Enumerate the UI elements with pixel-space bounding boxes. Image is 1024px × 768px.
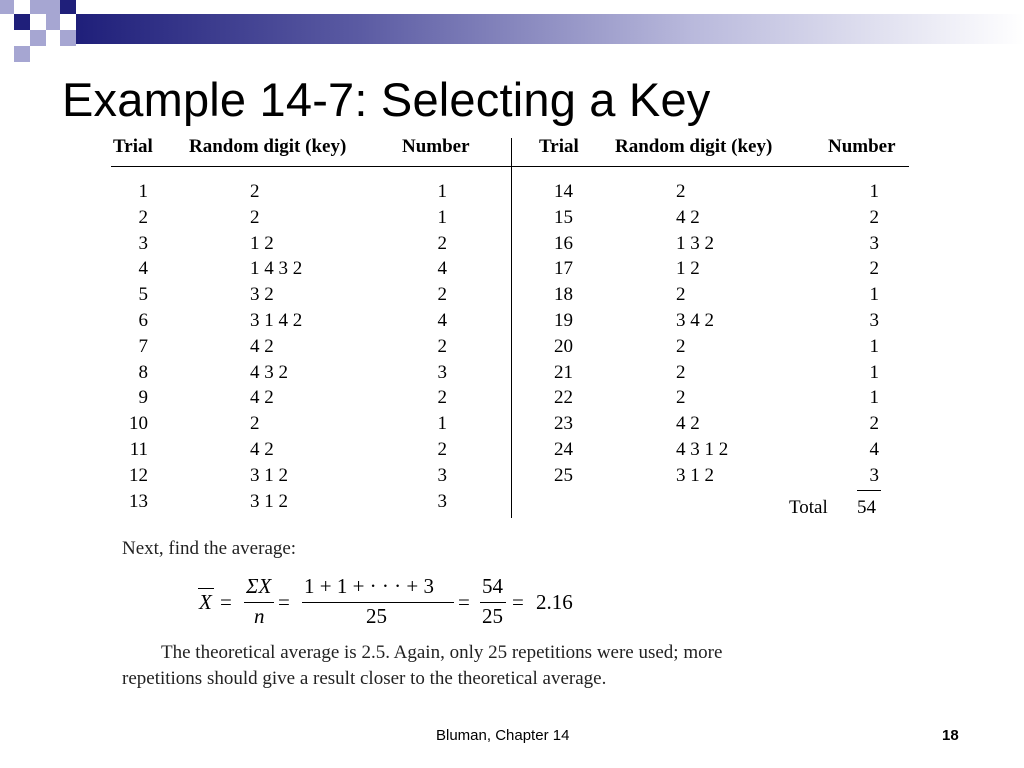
cell-number: 1 [869, 181, 879, 202]
cell-trial: 13 [129, 490, 148, 512]
cell-number: 3 [869, 310, 879, 331]
cell-number: 3 [869, 232, 879, 254]
cell-key: 2 [676, 335, 686, 357]
header-band [76, 14, 1024, 44]
header-key-left: Random digit (key) [189, 136, 347, 157]
total-value: 54 [857, 497, 876, 518]
equals-sign: = [458, 590, 470, 614]
decor-square [30, 0, 46, 14]
cell-number: 4 [437, 258, 447, 280]
cell-key: 1 2 [250, 232, 274, 254]
fraction-bar [244, 602, 274, 603]
cell-trial: 12 [129, 464, 148, 486]
cell-number: 1 [869, 335, 879, 357]
cell-key: 4 2 [676, 413, 700, 435]
cell-number: 1 [437, 413, 447, 435]
value-denominator: 25 [482, 604, 503, 628]
equals-sign: = [512, 590, 524, 614]
cell-trial: 15 [554, 206, 573, 228]
cell-key: 4 2 [250, 439, 274, 460]
cell-trial: 23 [554, 413, 573, 435]
cell-trial: 18 [554, 284, 573, 306]
value-numerator: 54 [482, 574, 503, 598]
header-trial-left: Trial [113, 136, 153, 157]
x-bar: X [199, 590, 212, 614]
cell-trial: 10 [129, 413, 148, 435]
cell-number: 1 [869, 361, 879, 383]
total-label: Total [789, 497, 828, 518]
cell-number: 1 [869, 284, 879, 306]
decor-square [46, 14, 60, 30]
cell-key: 1 2 [676, 258, 700, 280]
cell-key: 1 4 3 2 [250, 258, 303, 280]
equals-sign: = [220, 590, 232, 614]
equals-sign: = [278, 590, 290, 614]
cell-key: 4 3 1 2 [676, 439, 729, 460]
cell-number: 3 [869, 464, 879, 486]
cell-key: 3 1 2 [250, 464, 288, 486]
cell-key: 4 3 2 [250, 361, 288, 383]
cell-number: 2 [869, 206, 879, 228]
formula-result: 2.16 [536, 590, 573, 614]
cell-trial: 14 [554, 181, 573, 202]
cell-trial: 5 [138, 284, 148, 306]
header-trial-right: Trial [539, 136, 579, 157]
cell-trial: 6 [138, 310, 148, 331]
cell-number: 2 [869, 258, 879, 280]
decor-square [60, 30, 76, 46]
cell-number: 1 [437, 206, 447, 228]
cell-number: 3 [437, 490, 447, 512]
cell-key: 2 [250, 206, 260, 228]
cell-key: 2 [676, 361, 686, 383]
cell-key: 3 1 4 2 [250, 310, 303, 331]
cell-key: 2 [676, 181, 686, 202]
cell-trial: 8 [138, 361, 148, 383]
cell-trial: 3 [138, 232, 148, 254]
decor-square [0, 0, 14, 14]
cell-key: 3 2 [250, 284, 274, 306]
cell-trial: 2 [138, 206, 148, 228]
sum-numerator: ΣX [246, 574, 272, 598]
cell-key: 2 [250, 181, 260, 202]
cell-key: 4 2 [250, 335, 274, 357]
cell-number: 2 [437, 387, 447, 409]
header-key-right: Random digit (key) [615, 136, 773, 157]
cell-trial: 16 [554, 232, 573, 254]
header-number-left: Number [402, 136, 470, 157]
cell-trial: 21 [554, 361, 573, 383]
conclusion-line-2: repetitions should give a result closer to the theoretical average. [122, 668, 607, 689]
conclusion-line-1: The theoretical average is 2.5. Again, only 25 repetitions were used; more [161, 642, 723, 663]
cell-number: 2 [437, 335, 447, 357]
cell-trial: 20 [554, 335, 573, 357]
cell-number: 1 [437, 181, 447, 202]
average-formula [196, 572, 596, 632]
cell-key: 2 [676, 387, 686, 409]
decor-square [46, 0, 60, 14]
cell-trial: 19 [554, 310, 573, 331]
intro-text: Next, find the average: [122, 538, 297, 559]
fraction-bar [480, 602, 506, 603]
cell-trial: 25 [554, 464, 573, 486]
cell-trial: 1 [138, 181, 148, 202]
header-number-right: Number [828, 136, 896, 157]
cell-trial: 24 [554, 439, 573, 460]
expand-denominator: 25 [366, 604, 387, 628]
cell-key: 3 1 2 [250, 490, 288, 512]
fraction-bar [302, 602, 454, 603]
cell-number: 2 [437, 232, 447, 254]
x-bar-overline [198, 588, 214, 589]
cell-number: 1 [869, 387, 879, 409]
decor-square [14, 46, 30, 62]
cell-number: 2 [869, 413, 879, 435]
expand-numerator: 1 + 1 + · · · + 3 [304, 574, 435, 598]
cell-number: 4 [869, 439, 879, 460]
slide-title: Example 14-7: Selecting a Key [62, 73, 711, 126]
header-rule [111, 166, 909, 167]
column-divider [511, 138, 512, 518]
cell-trial: 9 [138, 387, 148, 409]
cell-number: 3 [437, 464, 447, 486]
sum-denominator: n [254, 604, 265, 628]
cell-trial: 22 [554, 387, 573, 409]
cell-trial: 4 [138, 258, 148, 280]
cell-key: 2 [250, 413, 260, 435]
cell-trial: 7 [138, 335, 148, 357]
cell-number: 4 [437, 310, 447, 331]
cell-key: 1 3 2 [676, 232, 714, 254]
cell-key: 3 1 2 [676, 464, 714, 486]
decor-square [30, 30, 46, 46]
cell-trial: 11 [129, 439, 148, 460]
cell-key: 3 4 2 [676, 310, 714, 331]
total-rule [857, 490, 881, 491]
page-number: 18 [942, 727, 959, 744]
cell-number: 2 [437, 439, 447, 460]
cell-number: 3 [437, 361, 447, 383]
cell-key: 2 [676, 284, 686, 306]
decor-square [14, 14, 30, 30]
cell-key: 4 2 [676, 206, 700, 228]
cell-trial: 17 [554, 258, 573, 280]
cell-number: 2 [437, 284, 447, 306]
footer-text: Bluman, Chapter 14 [436, 727, 570, 744]
decor-square [60, 0, 76, 14]
cell-key: 4 2 [250, 387, 274, 409]
